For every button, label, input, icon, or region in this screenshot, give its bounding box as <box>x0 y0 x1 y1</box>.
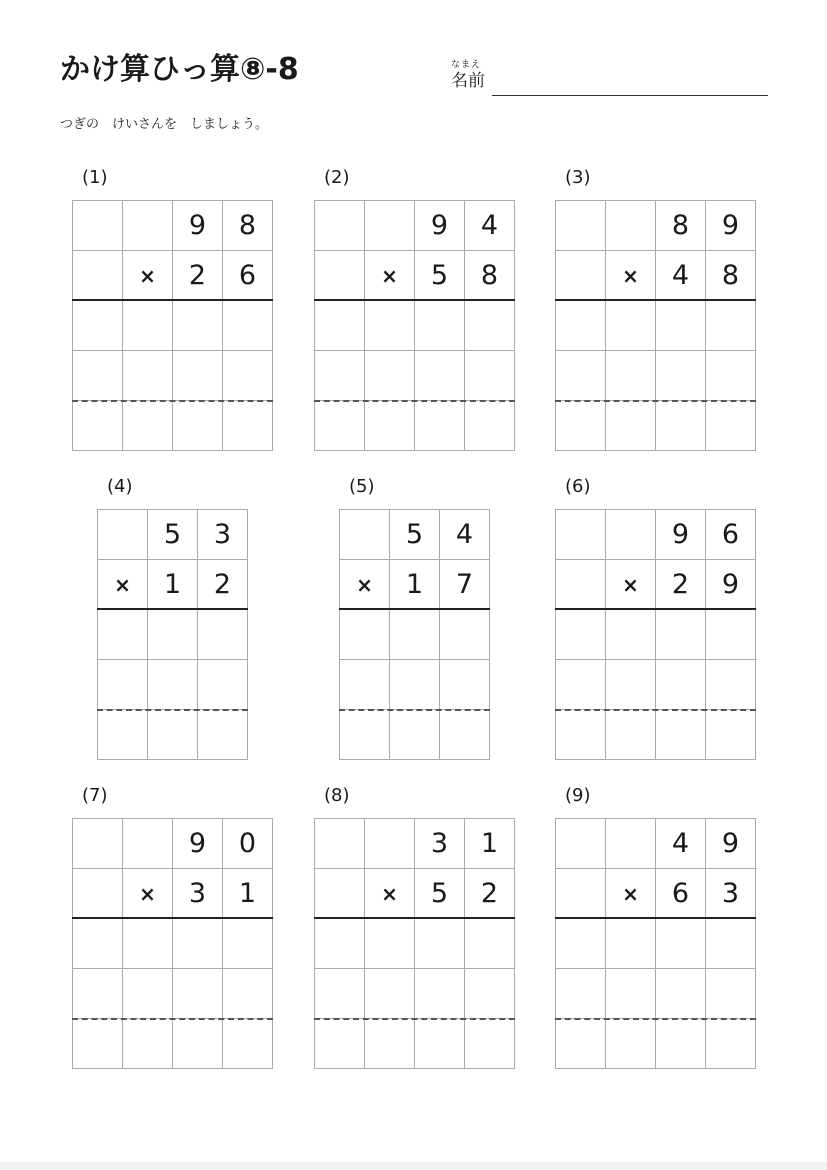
calculation-grid <box>555 509 756 760</box>
answer-cell[interactable] <box>223 969 273 1019</box>
answer-cell[interactable] <box>365 969 415 1019</box>
multiplier-digit: 2 <box>656 560 706 610</box>
multiplier-digit: 6 <box>223 251 273 301</box>
multiply-sign: × <box>365 251 415 301</box>
answer-cell[interactable] <box>223 401 273 451</box>
empty-cell <box>556 560 606 610</box>
answer-cell[interactable] <box>73 919 123 969</box>
multiplicand-digit: 4 <box>440 510 490 560</box>
calculation-grid <box>339 509 490 760</box>
answer-cell[interactable] <box>198 710 248 760</box>
answer-cell[interactable] <box>440 610 490 660</box>
answer-cell[interactable] <box>556 1019 606 1069</box>
empty-cell <box>606 510 656 560</box>
empty-cell <box>556 819 606 869</box>
multiply-sign: × <box>123 251 173 301</box>
partial-product-divider <box>555 400 756 402</box>
answer-cell[interactable] <box>173 301 223 351</box>
multiplicand-digit: 4 <box>465 201 515 251</box>
multiplier-digit: 7 <box>440 560 490 610</box>
empty-cell <box>73 251 123 301</box>
answer-cell[interactable] <box>365 401 415 451</box>
answer-cell[interactable] <box>706 969 756 1019</box>
problem-number: (4) <box>107 476 133 497</box>
empty-cell <box>123 201 173 251</box>
problem-number: (5) <box>349 476 375 497</box>
partial-product-divider <box>72 400 273 402</box>
answer-cell[interactable] <box>606 610 656 660</box>
answer-cell[interactable] <box>606 969 656 1019</box>
answer-cell[interactable] <box>123 301 173 351</box>
empty-cell <box>365 819 415 869</box>
answer-cell[interactable] <box>706 710 756 760</box>
answer-cell[interactable] <box>465 969 515 1019</box>
partial-product-divider <box>339 709 490 711</box>
empty-cell <box>556 510 606 560</box>
answer-cell[interactable] <box>98 710 148 760</box>
page-bottom-edge <box>0 1162 827 1170</box>
answer-cell[interactable] <box>656 1019 706 1069</box>
answer-cell[interactable] <box>365 351 415 401</box>
partial-product-divider <box>97 709 248 711</box>
multiplier-digit: 8 <box>465 251 515 301</box>
answer-cell[interactable] <box>556 969 606 1019</box>
answer-cell[interactable] <box>123 919 173 969</box>
answer-cell[interactable] <box>148 660 198 710</box>
multiply-sign: × <box>606 869 656 919</box>
answer-cell[interactable] <box>465 351 515 401</box>
empty-cell <box>315 201 365 251</box>
multiplier-digit: 3 <box>706 869 756 919</box>
answer-cell[interactable] <box>173 969 223 1019</box>
empty-cell <box>556 201 606 251</box>
multiplicand-digit: 8 <box>656 201 706 251</box>
partial-product-divider <box>555 709 756 711</box>
answer-cell[interactable] <box>606 401 656 451</box>
problem-number: (7) <box>82 785 108 806</box>
sum-line <box>97 608 248 610</box>
answer-cell[interactable] <box>148 710 198 760</box>
partial-product-divider <box>314 1018 515 1020</box>
answer-cell[interactable] <box>556 710 606 760</box>
calculation-grid <box>97 509 248 760</box>
sum-line <box>555 299 756 301</box>
empty-cell <box>73 201 123 251</box>
answer-cell[interactable] <box>340 660 390 710</box>
answer-cell[interactable] <box>656 351 706 401</box>
empty-cell <box>315 819 365 869</box>
answer-cell[interactable] <box>706 660 756 710</box>
answer-cell[interactable] <box>173 351 223 401</box>
answer-cell[interactable] <box>606 919 656 969</box>
problem-number: (3) <box>565 167 591 188</box>
multiplier-digit: 2 <box>173 251 223 301</box>
answer-cell[interactable] <box>706 919 756 969</box>
answer-cell[interactable] <box>198 610 248 660</box>
answer-cell[interactable] <box>223 1019 273 1069</box>
answer-cell[interactable] <box>706 351 756 401</box>
answer-cell[interactable] <box>556 660 606 710</box>
answer-cell[interactable] <box>73 969 123 1019</box>
multiplier-digit: 9 <box>706 560 756 610</box>
answer-cell[interactable] <box>315 401 365 451</box>
answer-cell[interactable] <box>656 610 706 660</box>
sum-line <box>314 917 515 919</box>
problem-number: (9) <box>565 785 591 806</box>
answer-cell[interactable] <box>148 610 198 660</box>
multiplier-digit: 2 <box>465 869 515 919</box>
answer-cell[interactable] <box>390 660 440 710</box>
multiplicand-digit: 9 <box>706 819 756 869</box>
answer-cell[interactable] <box>556 401 606 451</box>
answer-cell[interactable] <box>415 919 465 969</box>
answer-cell[interactable] <box>606 710 656 760</box>
multiplicand-digit: 8 <box>223 201 273 251</box>
answer-cell[interactable] <box>415 401 465 451</box>
answer-cell[interactable] <box>606 351 656 401</box>
multiply-sign: × <box>606 251 656 301</box>
answer-cell[interactable] <box>606 660 656 710</box>
partial-product-divider <box>314 400 515 402</box>
empty-cell <box>123 819 173 869</box>
answer-cell[interactable] <box>656 969 706 1019</box>
multiplicand-digit: 9 <box>706 201 756 251</box>
answer-cell[interactable] <box>223 919 273 969</box>
answer-cell[interactable] <box>656 401 706 451</box>
multiplicand-digit: 1 <box>465 819 515 869</box>
answer-cell[interactable] <box>706 610 756 660</box>
name-write-line[interactable] <box>492 95 768 96</box>
answer-cell[interactable] <box>173 919 223 969</box>
calculation-grid <box>72 818 273 1069</box>
answer-cell[interactable] <box>415 301 465 351</box>
sum-line <box>555 917 756 919</box>
multiplicand-digit: 5 <box>148 510 198 560</box>
answer-cell[interactable] <box>73 401 123 451</box>
empty-cell <box>606 819 656 869</box>
multiplicand-digit: 0 <box>223 819 273 869</box>
empty-cell <box>73 819 123 869</box>
answer-cell[interactable] <box>465 919 515 969</box>
answer-cell[interactable] <box>465 401 515 451</box>
multiply-sign: × <box>98 560 148 610</box>
answer-cell[interactable] <box>315 969 365 1019</box>
problem-number: (2) <box>324 167 350 188</box>
answer-cell[interactable] <box>656 710 706 760</box>
multiplicand-digit: 3 <box>198 510 248 560</box>
multiply-sign: × <box>123 869 173 919</box>
sum-line <box>72 299 273 301</box>
answer-cell[interactable] <box>606 1019 656 1069</box>
answer-cell[interactable] <box>706 301 756 351</box>
multiply-sign: × <box>606 560 656 610</box>
answer-cell[interactable] <box>440 710 490 760</box>
answer-cell[interactable] <box>390 610 440 660</box>
answer-cell[interactable] <box>123 1019 173 1069</box>
answer-cell[interactable] <box>315 919 365 969</box>
answer-cell[interactable] <box>98 610 148 660</box>
calculation-grid <box>72 200 273 451</box>
answer-cell[interactable] <box>415 969 465 1019</box>
answer-cell[interactable] <box>98 660 148 710</box>
partial-product-divider <box>555 1018 756 1020</box>
multiplicand-digit: 3 <box>415 819 465 869</box>
answer-cell[interactable] <box>556 610 606 660</box>
sum-line <box>339 608 490 610</box>
worksheet-title: かけ算ひっ算⑧-8 <box>60 52 299 87</box>
multiplier-digit: 8 <box>706 251 756 301</box>
answer-cell[interactable] <box>173 401 223 451</box>
empty-cell <box>98 510 148 560</box>
name-furigana: なまえ <box>451 60 482 70</box>
sum-line <box>555 608 756 610</box>
answer-cell[interactable] <box>415 351 465 401</box>
answer-cell[interactable] <box>465 1019 515 1069</box>
multiplier-digit: 1 <box>223 869 273 919</box>
multiplicand-digit: 5 <box>390 510 440 560</box>
answer-cell[interactable] <box>365 1019 415 1069</box>
calculation-grid <box>555 200 756 451</box>
empty-cell <box>340 510 390 560</box>
answer-cell[interactable] <box>73 301 123 351</box>
answer-cell[interactable] <box>315 301 365 351</box>
problem-number: (6) <box>565 476 591 497</box>
multiplicand-digit: 9 <box>415 201 465 251</box>
empty-cell <box>315 251 365 301</box>
answer-cell[interactable] <box>656 660 706 710</box>
empty-cell <box>365 201 415 251</box>
answer-cell[interactable] <box>556 919 606 969</box>
multiplicand-digit: 6 <box>706 510 756 560</box>
calculation-grid <box>555 818 756 1069</box>
answer-cell[interactable] <box>123 969 173 1019</box>
instruction-text: つぎの けいさんを しましょう。 <box>60 117 269 132</box>
multiplicand-digit: 9 <box>173 819 223 869</box>
answer-cell[interactable] <box>223 351 273 401</box>
multiplicand-digit: 4 <box>656 819 706 869</box>
answer-cell[interactable] <box>556 301 606 351</box>
answer-cell[interactable] <box>315 1019 365 1069</box>
multiply-sign: × <box>365 869 415 919</box>
answer-cell[interactable] <box>173 1019 223 1069</box>
multiplier-digit: 6 <box>656 869 706 919</box>
answer-cell[interactable] <box>656 301 706 351</box>
answer-cell[interactable] <box>465 301 515 351</box>
empty-cell <box>73 869 123 919</box>
calculation-grid <box>314 818 515 1069</box>
multiplier-digit: 5 <box>415 251 465 301</box>
sum-line <box>72 917 273 919</box>
answer-cell[interactable] <box>340 610 390 660</box>
answer-cell[interactable] <box>656 919 706 969</box>
answer-cell[interactable] <box>706 1019 756 1069</box>
answer-cell[interactable] <box>223 301 273 351</box>
name-label: 名前 <box>451 71 485 91</box>
multiplier-digit: 1 <box>390 560 440 610</box>
partial-product-divider <box>72 1018 273 1020</box>
answer-cell[interactable] <box>556 351 606 401</box>
answer-cell[interactable] <box>340 710 390 760</box>
multiplicand-digit: 9 <box>173 201 223 251</box>
empty-cell <box>556 251 606 301</box>
answer-cell[interactable] <box>365 301 415 351</box>
multiplier-digit: 1 <box>148 560 198 610</box>
empty-cell <box>315 869 365 919</box>
problem-number: (1) <box>82 167 108 188</box>
answer-cell[interactable] <box>390 710 440 760</box>
multiplier-digit: 2 <box>198 560 248 610</box>
multiply-sign: × <box>340 560 390 610</box>
answer-cell[interactable] <box>198 660 248 710</box>
answer-cell[interactable] <box>123 401 173 451</box>
answer-cell[interactable] <box>365 919 415 969</box>
calculation-grid <box>314 200 515 451</box>
answer-cell[interactable] <box>606 301 656 351</box>
answer-cell[interactable] <box>440 660 490 710</box>
empty-cell <box>606 201 656 251</box>
multiplier-digit: 5 <box>415 869 465 919</box>
answer-cell[interactable] <box>73 1019 123 1069</box>
multiplier-digit: 4 <box>656 251 706 301</box>
multiplicand-digit: 9 <box>656 510 706 560</box>
answer-cell[interactable] <box>123 351 173 401</box>
empty-cell <box>556 869 606 919</box>
answer-cell[interactable] <box>706 401 756 451</box>
answer-cell[interactable] <box>73 351 123 401</box>
multiplier-digit: 3 <box>173 869 223 919</box>
sum-line <box>314 299 515 301</box>
answer-cell[interactable] <box>315 351 365 401</box>
answer-cell[interactable] <box>415 1019 465 1069</box>
problem-number: (8) <box>324 785 350 806</box>
